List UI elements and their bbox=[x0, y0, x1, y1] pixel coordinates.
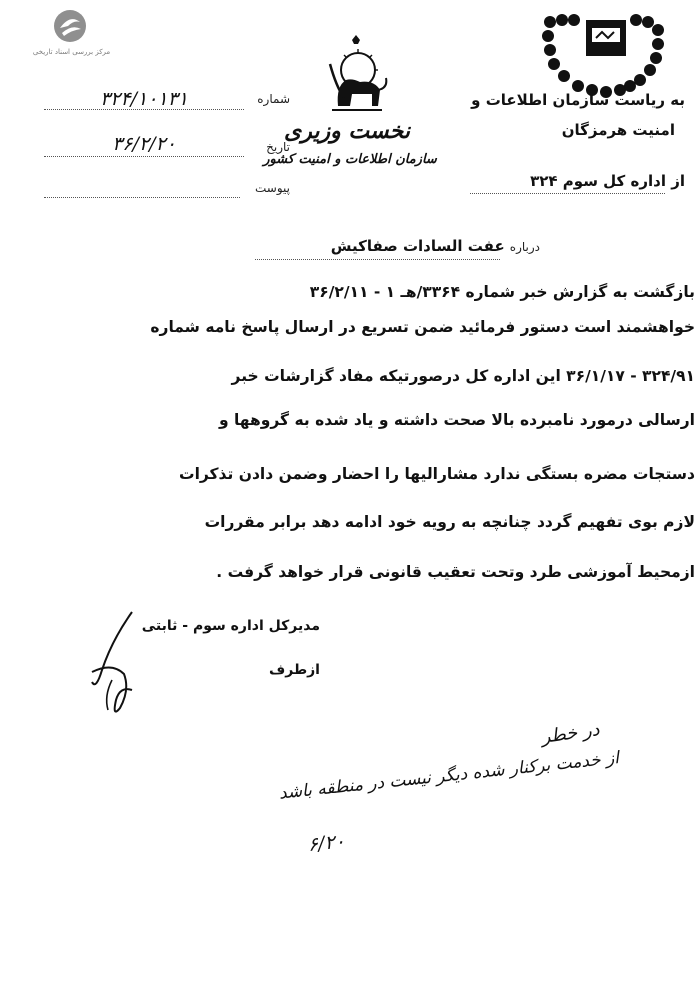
body-line-7: ازمحیط آموزشی طرد وتحت تعقیب قانونی قرار خواهد گرفت . bbox=[216, 563, 695, 581]
handwritten-note-date: ۶/۲۰ bbox=[306, 830, 346, 857]
archive-logo bbox=[14, 8, 129, 60]
to-line-1 bbox=[445, 91, 685, 109]
handwritten-signature-icon bbox=[82, 610, 162, 720]
subject-underline bbox=[255, 258, 500, 260]
date-line bbox=[44, 155, 244, 157]
from-value: اداره کل سوم ۳۲۴ bbox=[530, 172, 666, 190]
body-line-1: بازگشت به گزارش خبر شماره ۳۳۶۴/هـ ۱ - ۳۶/۲/۱۱ bbox=[309, 283, 695, 301]
number-label: شماره bbox=[257, 92, 290, 106]
subject-label: درباره bbox=[509, 240, 540, 254]
handwritten-note-line-2: از خدمت برکنار شده دیگر نیست در منطقه باشد bbox=[277, 748, 620, 804]
signatory-title: مدیرکل اداره سوم - ثابتی bbox=[141, 618, 320, 634]
from-underline bbox=[470, 192, 665, 194]
emblem-subtitle: سازمان اطلاعات و امنیت کشور bbox=[263, 152, 437, 167]
body-line-6: لازم بوی تفهیم گردد چنانچه به رویه خود ادامه دهد برابر مقررات bbox=[204, 513, 695, 531]
on-behalf-label: ازطرف bbox=[268, 662, 320, 678]
from-label: از bbox=[671, 172, 685, 190]
attachment-label: پیوست bbox=[255, 181, 290, 195]
date-label: تاریخ bbox=[266, 140, 290, 154]
emblem-title: نخست وزیری bbox=[284, 118, 410, 144]
from-line bbox=[440, 172, 685, 190]
subject-value: عفت السادات صفاکیش bbox=[330, 237, 505, 255]
body-line-2: خواهشمند است دستور فرمائید ضمن تسریع در ارسال پاسخ نامه شماره bbox=[150, 318, 695, 336]
date-value: ۳۶/۲/۲۰ bbox=[112, 133, 176, 155]
lion-and-sun-icon bbox=[322, 34, 392, 116]
archive-logo-text: مرکز بررسی اسناد تاریخی bbox=[32, 48, 111, 56]
body-line-3: ۳۲۴/۹۱ - ۳۶/۱/۱۷ این اداره کل درصورتیکه مفاد گزارشات خبر bbox=[231, 367, 695, 385]
body-line-4: ارسالی درمورد نامبرده بالا صحت داشته و یاد شده به گروهها و bbox=[218, 411, 695, 429]
number-value: ۳۲۴/۱۰۱۳۱ bbox=[99, 88, 189, 110]
subject-line bbox=[230, 236, 540, 255]
handwritten-note-line-1: در خطر bbox=[540, 719, 601, 748]
to-value: ریاست سازمان اطلاعات و bbox=[471, 91, 666, 109]
body-line-5: دستجات مضره بستگی ندارد مشارالیها را احضار وضمن دادن تذکرات bbox=[179, 465, 695, 483]
to-line-2: امنیت هرمزگان bbox=[561, 121, 675, 139]
imperial-seal-icon bbox=[540, 14, 666, 98]
to-label: به bbox=[670, 91, 685, 109]
archive-emblem-icon bbox=[52, 8, 88, 44]
attachment-line bbox=[44, 196, 240, 198]
